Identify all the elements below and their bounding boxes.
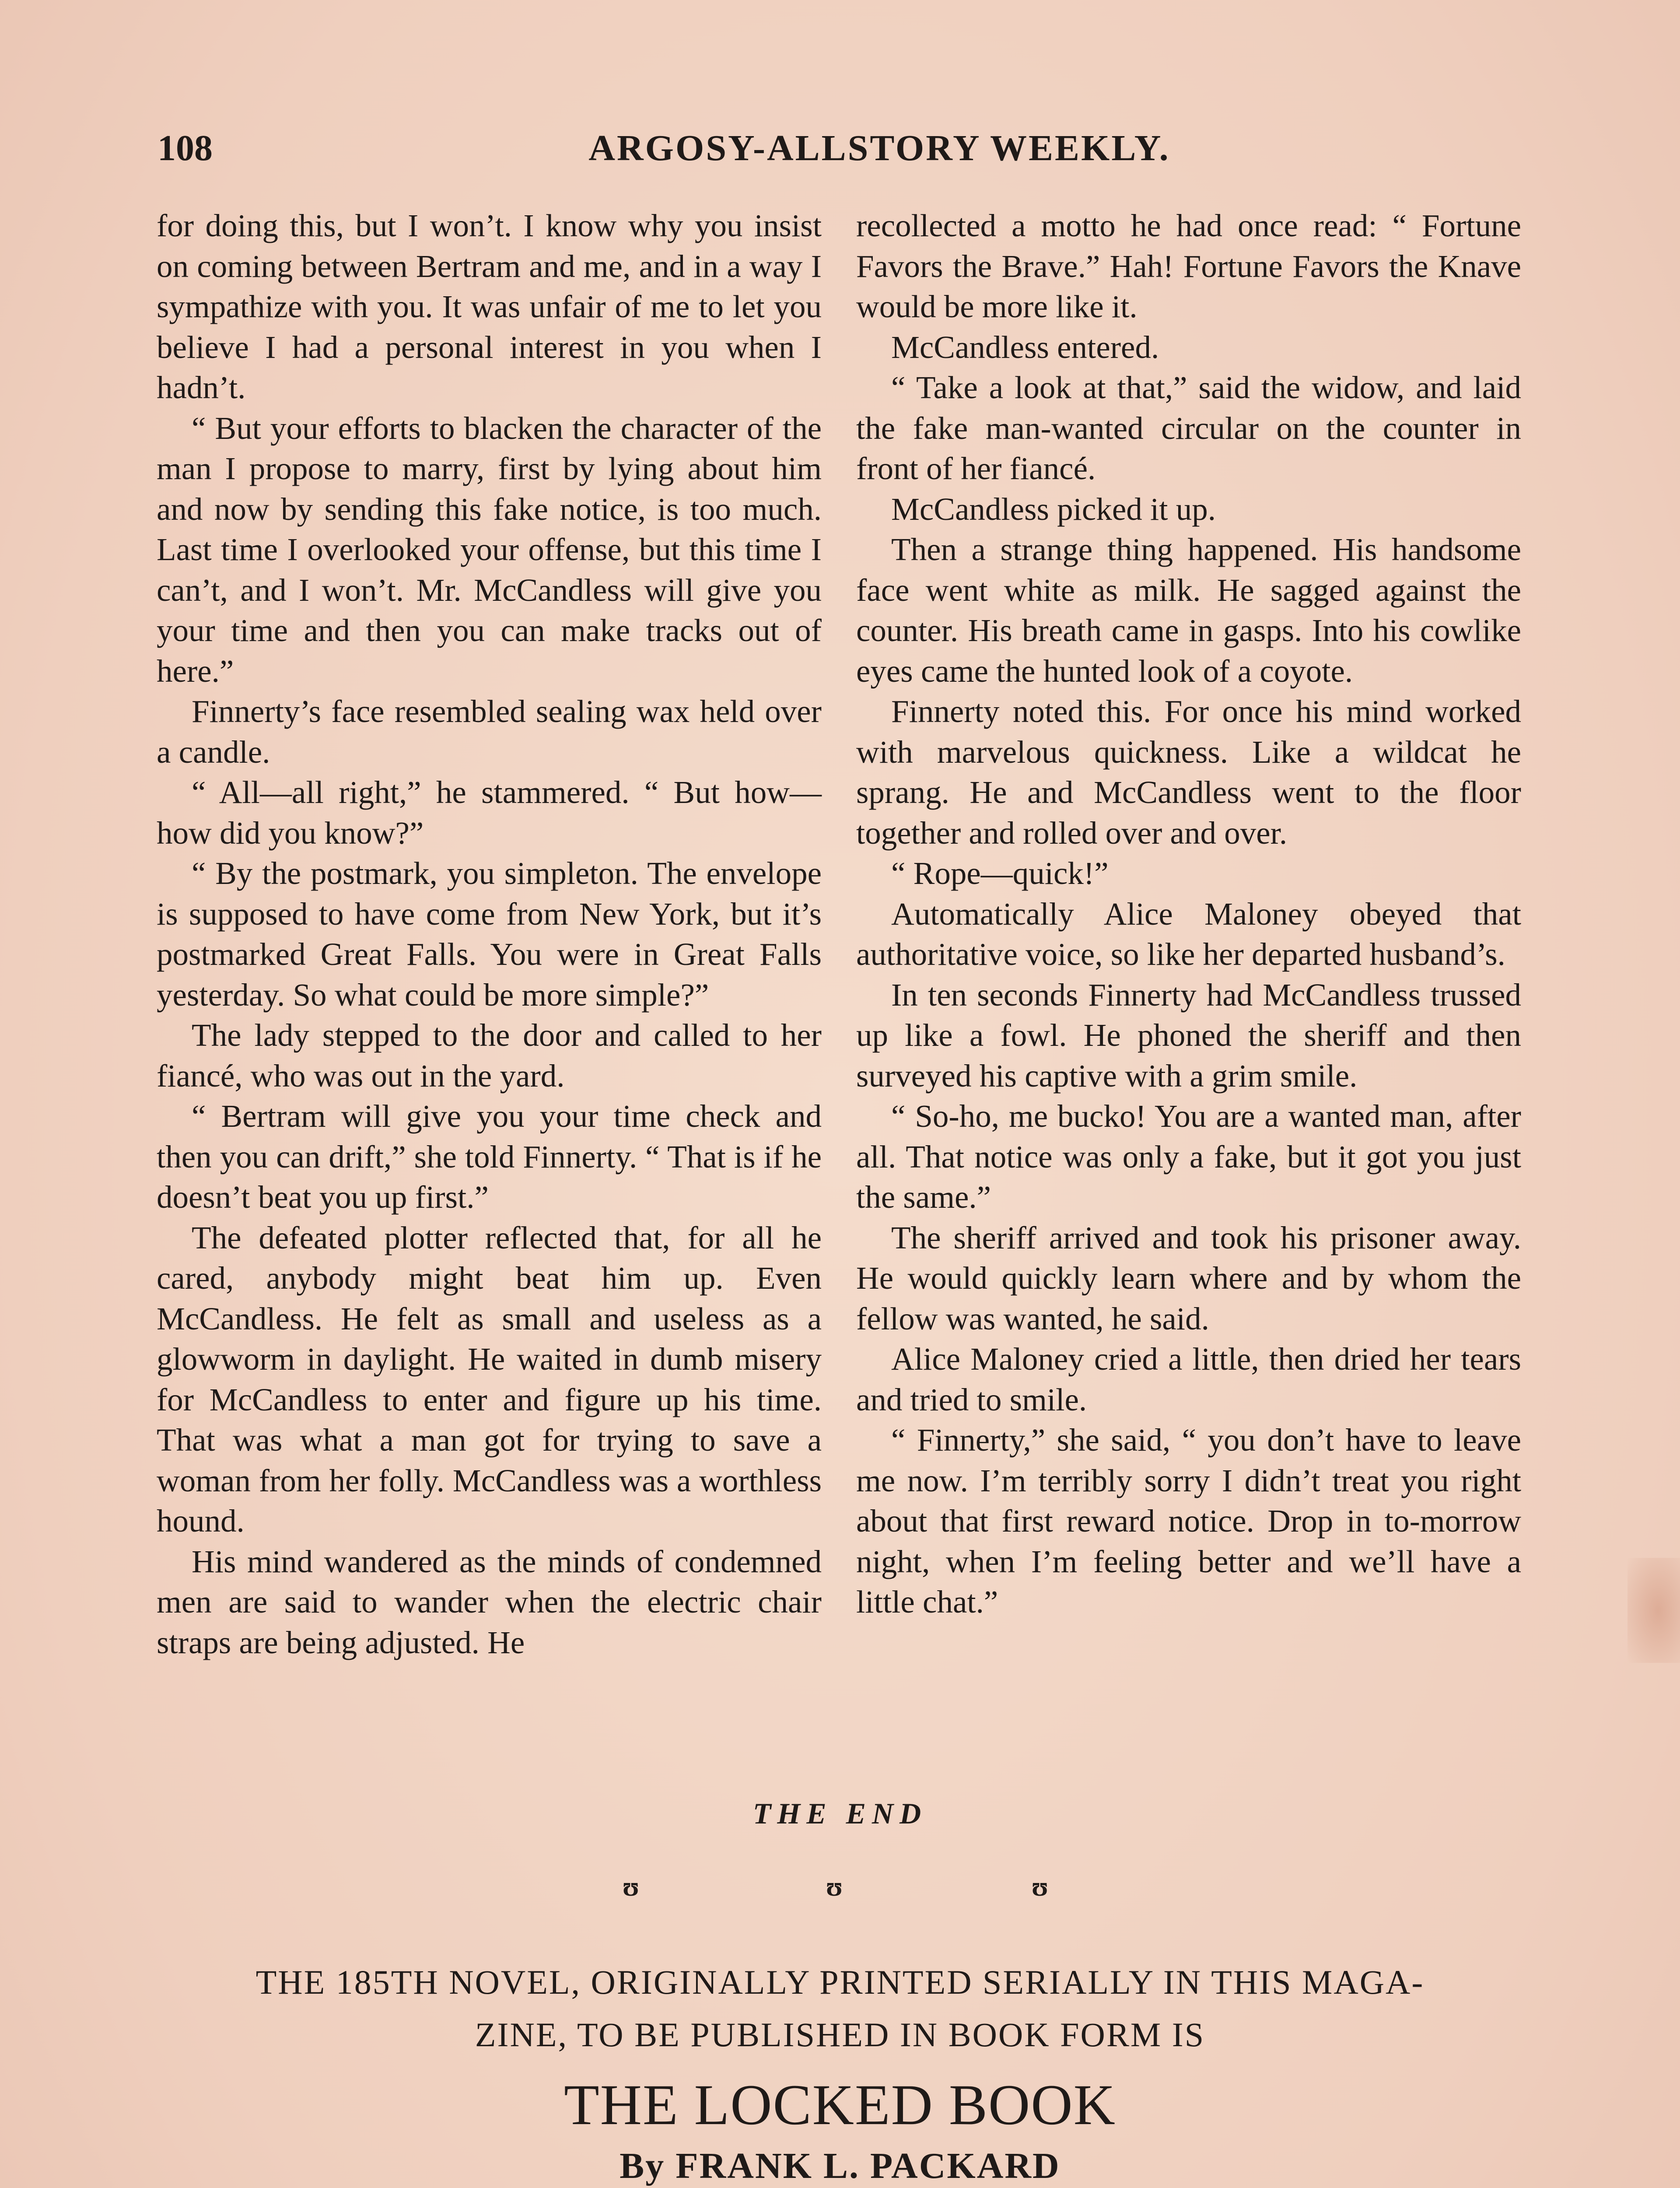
running-head: ARGOSY-ALLSTORY WEEKLY.: [588, 128, 1170, 168]
the-end-label: THE END: [752, 1797, 928, 1830]
paragraph: recollected a motto he had once read: “ Fortune Favors the Brave.” Hah! Fortune Favors the Knave would be more like it.: [856, 208, 1521, 324]
right-column: [856, 206, 1521, 1623]
ornament-icon: ʊ: [826, 1872, 843, 1902]
paragraph: In ten seconds Finnerty had McCandless trussed up like a fowl. He phoned the sheriff and then surveyed his captive with a grim smile.: [856, 977, 1521, 1094]
ornament-row: [0, 1873, 1680, 1908]
paper-stain: [1628, 1558, 1680, 1663]
notice-line: THE 185TH NOVEL, ORIGINALLY PRINTED SERIALLY IN THIS MAGA-: [256, 1963, 1424, 2001]
page-header: [158, 127, 1522, 175]
book-title: THE LOCKED BOOK: [564, 2072, 1116, 2137]
book-notice: [166, 1956, 1514, 2188]
paragraph: “ Take a look at that,” said the widow, and laid the fake man-wanted circular on the counter in front of her fiancé.: [856, 370, 1521, 486]
book-byline: By FRANK L. PACKARD: [620, 2146, 1060, 2186]
paragraph: “ Finnerty,” she said, “ you don’t have to leave me now. I’m terribly sorry I didn’t treat you right about that first reward notice. Drop in to-morrow night, when I’m feeling better and we’ll have a little chat.”: [856, 1422, 1521, 1620]
paragraph: The sheriff arrived and took his prisoner away. He would quickly learn where and by whom the fellow was wanted, he said.: [856, 1220, 1521, 1336]
paragraph: His mind wandered as the minds of condemned men are said to wander when the electric chair straps are being adjusted. He: [157, 1543, 822, 1660]
paragraph: “ By the postmark, you simpleton. The envelope is supposed to have come from New York, but it’s postmarked Great Falls. You were in Great Falls yesterday. So what could be more simple?”: [157, 856, 822, 1013]
paragraph: “ Bertram will give you your time check and then you can drift,” she told Finnerty. “ That is if he doesn’t beat you up first.”: [157, 1098, 822, 1215]
paragraph: for doing this, but I won’t. I know why you insist on coming between Bertram and me, and in a way I sympathize with you. It was unfair of me to let you believe I had a personal interest in you when I hadn’t.: [157, 208, 822, 405]
left-column: [157, 206, 822, 1663]
paragraph: “ All—all right,” he stammered. “ But how—how did you know?”: [157, 775, 822, 851]
ornament-icon: ʊ: [622, 1872, 640, 1902]
notice-line: ZINE, TO BE PUBLISHED IN BOOK FORM IS: [475, 2016, 1205, 2054]
paragraph: Alice Maloney cried a little, then dried her tears and tried to smile.: [856, 1341, 1521, 1417]
ornament-icon: ʊ: [1031, 1872, 1049, 1902]
paragraph: Automatically Alice Maloney obeyed that authoritative voice, so like her departed husband’s.: [856, 896, 1521, 972]
paragraph: “ But your efforts to blacken the character of the man I propose to marry, first by lying about him and now by sending this fake notice, is too much. Last time I overlooked your offense, but this time I can’t, and I won’t. Mr. McCandless will give you your time and then you can make tracks out of here.”: [157, 410, 822, 689]
paragraph: “ So-ho, me bucko! You are a wanted man, after all. That notice was only a fake, but it got you just the same.”: [856, 1098, 1521, 1215]
paragraph: “ Rope—quick!”: [891, 856, 1109, 891]
paragraph: The lady stepped to the door and called to her fiancé, who was out in the yard.: [157, 1017, 822, 1094]
page-number: 108: [158, 128, 213, 168]
paragraph: Finnerty’s face resembled sealing wax held over a candle.: [157, 694, 822, 770]
paragraph: McCandless picked it up.: [891, 491, 1216, 527]
paragraph: The defeated plotter reflected that, for all he cared, anybody might beat him up. Even McCandless. He felt as small and useless as a glowworm in daylight. He waited in dumb misery for McCandless to enter and figure up his time. That was what a man got for trying to save a woman from her folly. McCandless was a worthless hound.: [157, 1220, 822, 1539]
paragraph: Finnerty noted this. For once his mind worked with marvelous quickness. Like a wildcat he sprang. He and McCandless went to the floor together and rolled over and over.: [856, 694, 1521, 851]
paragraph: Then a strange thing happened. His handsome face went white as milk. He sagged against the counter. His breath came in gasps. Into his cowlike eyes came the hunted look of a coyote.: [856, 532, 1521, 689]
paragraph: McCandless entered.: [891, 329, 1159, 365]
